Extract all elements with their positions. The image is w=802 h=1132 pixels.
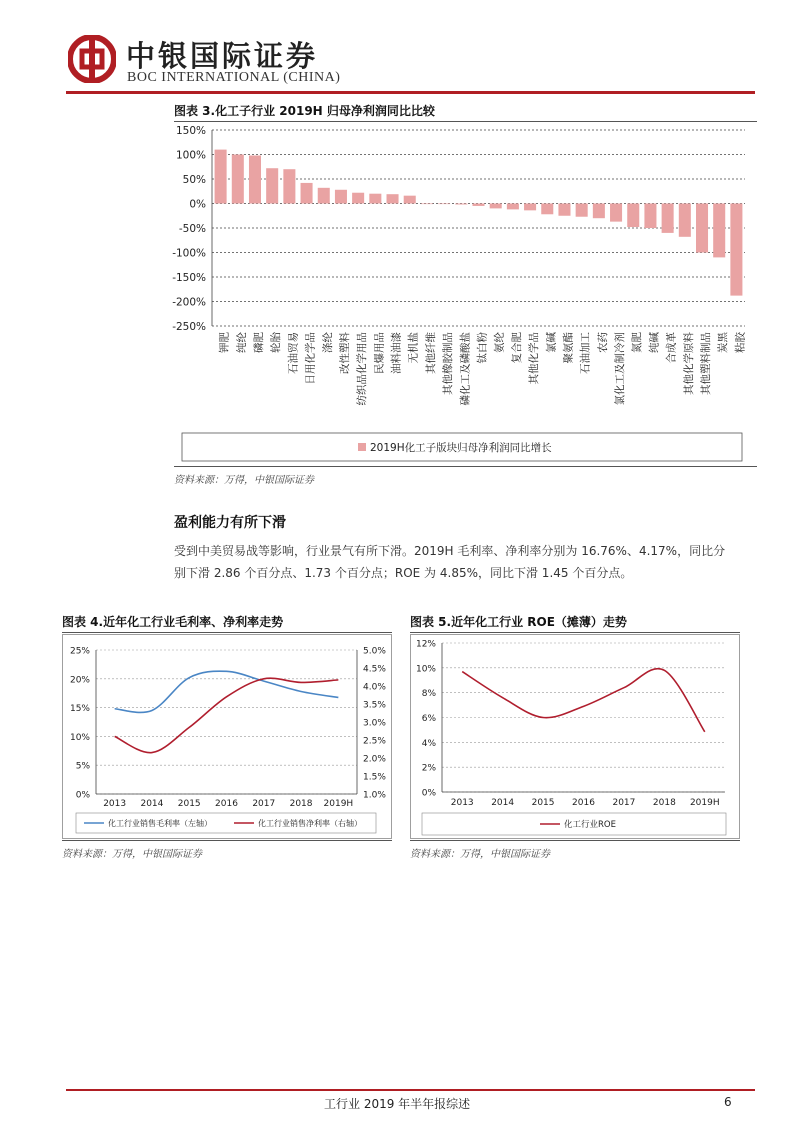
figure5-x-tick-label: 2013 — [450, 798, 474, 808]
footer-rule — [66, 1089, 755, 1091]
figure3-category-label: 石油加工 — [579, 332, 592, 374]
section-paragraph-line1: 受到中美贸易战等影响，行业景气有所下滑。2019H 毛利率、净利率分别为 16.76%、4.17%，同比分 — [174, 544, 726, 558]
figure3-y-tick-label: -50% — [178, 223, 206, 235]
figure4-right-tick-label: 1.5% — [363, 772, 386, 783]
figure3-y-tick-label: 0% — [189, 198, 206, 211]
figure5-x-tick-label: 2016 — [572, 798, 595, 808]
figure4-right-tick-label: 1.0% — [363, 790, 386, 801]
figure3-bar — [524, 204, 536, 211]
figure3-bar — [369, 194, 381, 204]
figure3-source: 资料来源：万得，中银国际证券 — [174, 475, 314, 486]
figure3-category-label: 氯化工及制冷剂 — [614, 332, 627, 406]
figure5-y-tick-label: 6% — [421, 714, 436, 724]
figure3-bar-chart — [170, 124, 760, 469]
figure4-legend-label-gross: 化工行业销售毛利率（左轴） — [108, 819, 212, 828]
figure3-category-label: 油料油漆 — [390, 332, 403, 374]
figure3-category-label: 涤纶 — [321, 332, 334, 353]
figure3-category-label: 聚氨酯 — [562, 332, 575, 364]
figure4-title: 图表 4.近年化工行业毛利率、净利率走势 — [62, 615, 284, 629]
figure3-category-label: 其他化学品 — [528, 332, 541, 385]
figure5-y-tick-label: 8% — [421, 689, 436, 700]
figure5-bottom-rule — [410, 840, 740, 841]
figure4-left-tick-label: 15% — [69, 704, 90, 715]
figure4-x-tick-label: 2018 — [289, 799, 313, 809]
figure3-category-label: 钾肥 — [218, 332, 231, 353]
figure3-category-label: 纺织品化学用品 — [356, 332, 369, 406]
logo-english-name: BOC INTERNATIONAL (CHINA) — [127, 70, 341, 85]
figure4-x-tick-label: 2013 — [103, 799, 127, 809]
figure4-title-rule — [62, 632, 392, 633]
figure3-y-tick-label: 100% — [175, 149, 206, 162]
figure3-category-label: 石油贸易 — [287, 332, 300, 374]
figure3-category-label: 氯碱 — [545, 332, 558, 353]
figure3-category-label: 其他塑料制品 — [700, 332, 713, 395]
figure3-category-label: 氨纶 — [493, 332, 506, 353]
figure3-bar — [335, 190, 347, 204]
figure3-category-label: 改性塑料 — [338, 332, 351, 374]
figure4-legend-label-net: 化工行业销售净利率（右轴） — [258, 819, 362, 828]
figure3-bar — [283, 169, 295, 203]
figure3-category-label: 轮胎 — [270, 332, 283, 353]
figure5-source: 资料来源：万得，中银国际证券 — [410, 849, 550, 860]
figure3-y-tick-label: -200% — [172, 296, 206, 309]
figure3-category-label: 纯纶 — [235, 332, 248, 353]
figure4-right-tick-label: 4.0% — [363, 682, 386, 693]
figure5-x-tick-label: 2015 — [531, 798, 555, 808]
figure3-bar — [713, 204, 725, 258]
header-rule — [66, 91, 755, 94]
figure3-bar — [679, 204, 691, 237]
figure3-category-label: 农药 — [596, 332, 609, 353]
figure3-y-tick-label: -100% — [172, 247, 206, 260]
figure3-bar — [696, 204, 708, 253]
logo-chinese-name: 中银国际证券 — [126, 39, 319, 73]
figure3-bar — [627, 204, 639, 228]
figure3-category-label: 粘胶 — [734, 332, 747, 353]
figure3-bar — [232, 155, 244, 204]
figure3-bar — [387, 194, 399, 203]
figure5-y-tick-label: 4% — [421, 738, 436, 749]
figure4-source: 资料来源：万得，中银国际证券 — [62, 849, 202, 860]
figure3-category-label: 纯碱 — [648, 332, 661, 353]
boc-logo — [68, 35, 116, 83]
figure3-category-label: 炭黑 — [717, 332, 730, 353]
figure5-x-tick-label: 2018 — [652, 798, 676, 808]
figure3-bar — [472, 204, 484, 206]
figure5-y-tick-label: 12% — [415, 639, 436, 650]
figure5-x-tick-label: 2014 — [491, 798, 515, 808]
figure3-category-label: 民爆用品 — [373, 332, 386, 374]
figure3-category-label: 复合肥 — [510, 332, 523, 364]
section-title: 盈利能力有所下滑 — [174, 515, 286, 531]
figure3-bar — [610, 204, 622, 222]
figure4-right-tick-label: 2.5% — [363, 736, 386, 747]
figure3-category-label: 其他纤维 — [424, 332, 437, 374]
figure3-bar — [507, 204, 519, 210]
figure3-bar — [215, 150, 227, 204]
figure3-category-label: 其他化学原料 — [682, 332, 695, 395]
figure5-line-chart — [410, 634, 740, 839]
figure4-right-tick-label: 3.0% — [363, 718, 386, 729]
figure3-bottom-rule — [174, 466, 757, 467]
figure4-gross-margin-line — [115, 671, 339, 712]
figure4-left-tick-label: 25% — [69, 646, 90, 657]
figure4-left-tick-label: 0% — [75, 790, 90, 801]
figure3-legend-label: 2019H化工子版块归母净利润同比增长 — [370, 442, 552, 454]
figure3-category-label: 无机盐 — [407, 332, 420, 364]
footer-report-name: 工行业 2019 年半年报综述 — [324, 1097, 471, 1111]
boc-logo-icon — [68, 35, 116, 83]
figure3-bar — [421, 204, 433, 205]
figure4-left-tick-label: 5% — [75, 761, 90, 772]
figure5-title-rule — [410, 632, 740, 633]
figure3-bar — [266, 168, 278, 203]
figure3-y-tick-label: 50% — [182, 174, 206, 186]
figure3-bar — [593, 204, 605, 219]
figure3-bar — [730, 204, 742, 296]
figure4-x-tick-label: 2016 — [215, 799, 238, 809]
figure4-left-tick-label: 10% — [69, 732, 90, 743]
figure3-bar — [404, 196, 416, 204]
figure5-y-tick-label: 0% — [421, 788, 436, 799]
figure3-bar — [644, 204, 656, 229]
figure3-category-label: 日用化学品 — [304, 332, 317, 385]
figure5-x-tick-label: 2019H — [689, 798, 720, 808]
figure5-y-tick-label: 2% — [421, 763, 436, 774]
figure3-category-label: 磷化工及磷酸盐 — [459, 332, 472, 406]
figure3-category-label: 合成革 — [665, 332, 678, 364]
figure4-x-tick-label: 2014 — [140, 799, 164, 809]
figure5-title: 图表 5.近年化工行业 ROE（摊薄）走势 — [410, 615, 627, 629]
figure3-category-label: 磷肥 — [252, 332, 265, 353]
figure3-bar — [558, 204, 570, 216]
figure3-bar — [318, 188, 330, 204]
figure3-bar — [662, 204, 674, 233]
figure4-line-chart — [62, 634, 392, 839]
figure4-x-tick-label: 2015 — [177, 799, 201, 809]
figure3-bar — [490, 204, 502, 209]
figure3-category-label: 钛白粉 — [476, 332, 489, 364]
figure4-x-tick-label: 2017 — [252, 799, 276, 809]
figure4-bottom-rule — [62, 840, 392, 841]
figure3-bar — [576, 204, 588, 217]
figure5-legend-label: 化工行业ROE — [564, 820, 616, 830]
figure4-right-tick-label: 2.0% — [363, 754, 386, 765]
section-paragraph-line2: 别下滑 2.86 个百分点、1.73 个百分点；ROE 为 4.85%，同比下滑 1.45 个百分点。 — [174, 566, 633, 580]
figure3-category-label: 其他橡胶制品 — [442, 332, 455, 395]
figure3-bar — [455, 204, 467, 205]
figure3-legend-swatch — [358, 443, 366, 451]
figure3-y-tick-label: -250% — [172, 321, 206, 333]
figure4-x-tick-label: 2019H — [323, 799, 354, 809]
figure5-y-tick-label: 10% — [415, 664, 436, 675]
figure3-bar — [438, 204, 450, 205]
figure3-title: 图表 3.化工子行业 2019H 归母净利润同比比较 — [174, 104, 435, 118]
figure3-category-label: 氮肥 — [631, 332, 644, 353]
figure3-y-tick-label: 150% — [175, 125, 206, 137]
figure4-right-tick-label: 4.5% — [363, 664, 386, 675]
figure3-title-rule — [174, 121, 757, 122]
figure3-bar — [301, 183, 313, 204]
figure3-y-tick-label: -150% — [172, 272, 206, 284]
footer-page-number: 6 — [724, 1095, 732, 1109]
figure3-bar — [249, 155, 261, 203]
figure3-bar — [352, 193, 364, 204]
figure4-net-margin-line — [115, 678, 339, 752]
figure4-right-tick-label: 5.0% — [363, 646, 386, 657]
figure4-left-tick-label: 20% — [69, 675, 90, 686]
figure5-x-tick-label: 2017 — [612, 798, 636, 808]
figure3-bar — [541, 204, 553, 215]
figure4-right-tick-label: 3.5% — [363, 700, 386, 711]
figure5-roe-line — [462, 669, 705, 732]
